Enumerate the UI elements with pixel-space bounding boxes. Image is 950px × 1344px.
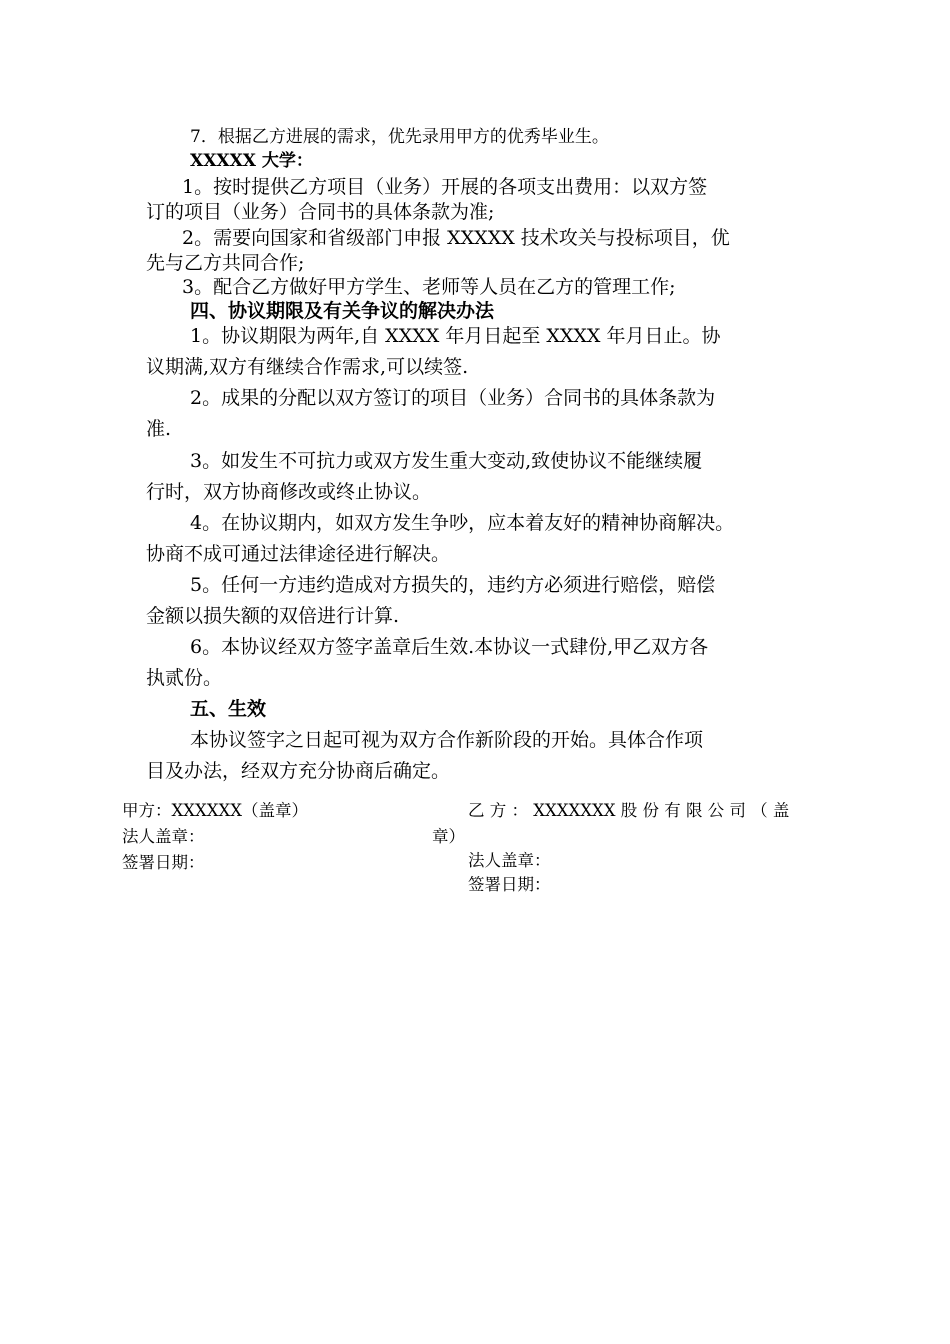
uni-item-1-line-2: 订的项目（业务）合同书的具体条款为准; [146,201,495,223]
s5-line-2: 目及办法，经双方充分协商后确定。 [146,760,451,782]
s4-item-4-line-2: 协商不成可通过法律途径进行解决。 [146,543,451,565]
uni-item-3-line-1: 3。配合乙方做好甲方学生、老师等人员在乙方的管理工作; [182,276,676,298]
party-a-date: 签署日期： [122,853,205,872]
s4-item-6-line-2: 执贰份。 [146,667,223,689]
uni-item-2-line-2: 先与乙方共同合作; [146,252,305,274]
party-a-signature [122,798,308,876]
section-4-heading: 四、协议期限及有关争议的解决办法 [190,300,495,322]
party-b-legal-rep: 法人盖章： [468,851,551,870]
uni-item-2-line-1: 2。需要向国家和省级部门申报 XXXXX 技术攻关与投标项目，优 [182,227,730,249]
party-a-legal-rep: 法人盖章： [122,827,205,846]
s4-item-3-line-1: 3。如发生不可抗力或双方发生重大变动,致使协议不能继续履 [190,450,703,472]
s4-item-6-line-1: 6。本协议经双方签字盖章后生效.本协议一式肆份,甲乙双方各 [190,636,709,658]
s4-item-1-line-2: 议期满,双方有继续合作需求,可以续签. [146,356,469,378]
section-5-heading: 五、生效 [190,698,267,720]
s4-item-4-line-1: 4。在协议期内，如双方发生争吵，应本着友好的精神协商解决。 [190,512,735,534]
party-b-date: 签署日期： [468,875,551,894]
s4-item-1-line-1: 1。协议期限为两年,自 XXXX 年月日起至 XXXX 年月日止。协 [190,325,721,347]
party-b-name: 乙 方 ： XXXXXXX 股 份 有 限 公 司 （ 盖 [468,801,790,820]
s4-item-3-line-2: 行时，双方协商修改或终止协议。 [146,481,432,503]
uni-item-1-line-1: 1。按时提供乙方项目（业务）开展的各项支出费用：以双方签 [182,176,708,198]
s4-item-5-line-2: 金额以损失额的双倍进行计算. [146,605,400,627]
university-heading: XXXXX 大学： [190,151,313,171]
s4-item-5-line-1: 5。任何一方违约造成对方损失的，违约方必须进行赔偿，赔偿 [190,574,716,596]
s5-line-1: 本协议签字之日起可视为双方合作新阶段的开始。具体合作项 [190,729,704,751]
s4-item-2-line-1: 2。成果的分配以双方签订的项目（业务）合同书的具体条款为 [190,387,716,409]
party-a-name: 甲方：XXXXXX（盖章） [122,801,308,820]
party-b-name-wrap: 章） [432,827,465,846]
s4-item-2-line-2: 准. [146,418,172,440]
clause-7: 7．根据乙方进展的需求，优先录用甲方的优秀毕业生。 [190,127,609,147]
